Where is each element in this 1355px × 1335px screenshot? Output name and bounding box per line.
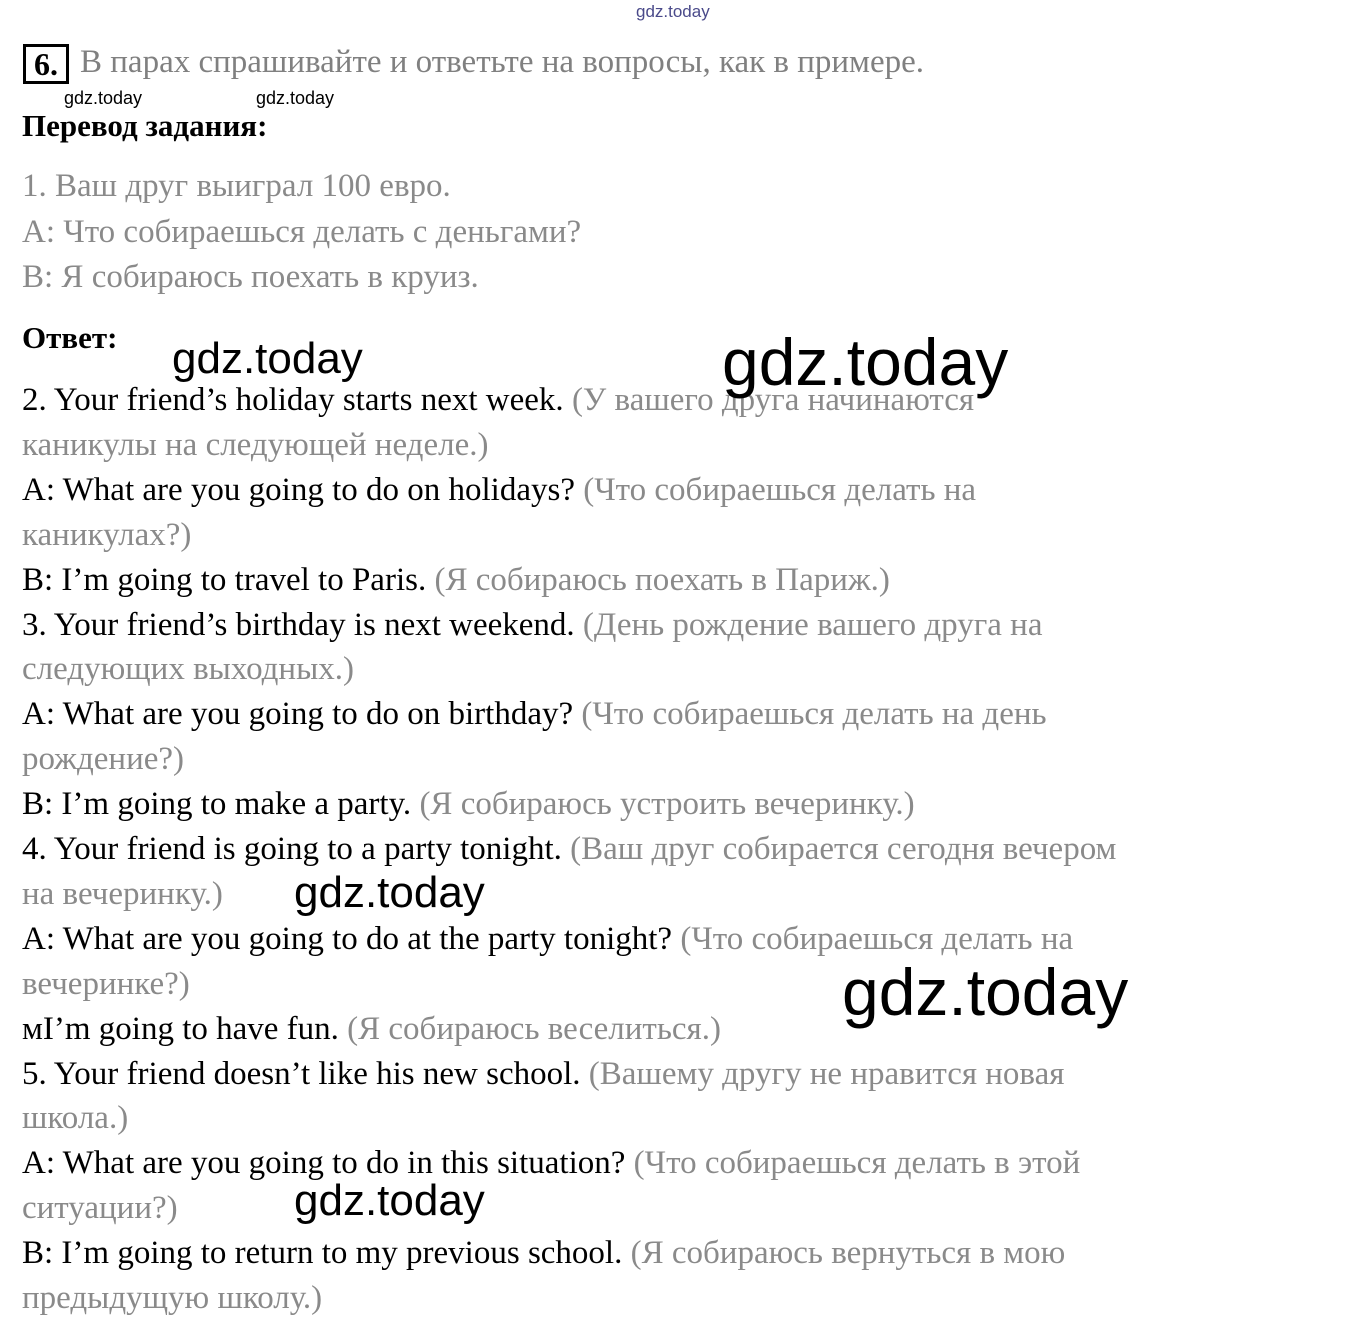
answer-russian-translation: (Я собираюсь вернуться в мою — [630, 1235, 1066, 1272]
answer-english-text: B: I’m going to return to my previous school. — [22, 1235, 631, 1272]
answer-russian-translation: (Что собираешься делать на — [680, 920, 1074, 957]
watermark-xlarge: gdz.today — [842, 955, 1129, 1029]
answer-line — [22, 1278, 322, 1318]
answer-line — [22, 649, 354, 689]
watermark-top: gdz.today — [636, 2, 710, 21]
answer-english-text: A: What are you going to do at the party tonight? — [22, 920, 681, 957]
answer-russian-translation: (Вашему другу не нравится новая — [588, 1055, 1065, 1092]
answer-line — [22, 784, 915, 824]
answer-english-text: 4. Your friend is going to a party tonight. — [22, 831, 571, 867]
answer-russian-translation: следующих выходных.) — [22, 651, 354, 688]
watermark-large: gdz.today — [172, 334, 363, 383]
answer-line — [22, 874, 223, 914]
answer-english-text: B: I’m going to travel to Paris. — [22, 561, 435, 598]
answer-english-text: 2. Your friend’s holiday starts next week. — [22, 382, 572, 418]
answer-russian-translation: предыдущую школу.) — [22, 1280, 323, 1316]
answer-english-text: 3. Your friend’s birthday is next weekend. — [22, 606, 583, 643]
answer-line — [22, 919, 1073, 959]
watermark-small: gdz.today — [256, 88, 335, 108]
answer-line — [22, 694, 1047, 734]
answer-line — [22, 425, 488, 465]
task-number: 6. — [23, 44, 69, 84]
answer-line — [22, 829, 1116, 869]
answer-line — [22, 1143, 1080, 1183]
watermark-large: gdz.today — [294, 1176, 485, 1225]
answer-line — [22, 1009, 721, 1049]
answer-english-text: A: What are you going to do on holidays? — [22, 471, 584, 508]
translation-line: А: Что собираешься делать с деньгами? — [22, 214, 582, 250]
answer-russian-translation: (Я собираюсь веселиться.) — [347, 1010, 721, 1047]
translation-heading: Перевод задания: — [22, 108, 268, 143]
answer-russian-translation: (Ваш друг собирается сегодня вечером — [570, 831, 1117, 867]
answer-russian-translation: (Что собираешься делать на — [583, 471, 977, 508]
answer-russian-translation: (День рождение вашего друга на — [582, 606, 1043, 643]
answer-line — [22, 605, 1042, 645]
translation-line: В: Я собираюсь поехать в круиз. — [22, 259, 479, 295]
answer-heading: Ответ: — [22, 320, 118, 355]
task-instruction: В парах спрашивайте и ответьте на вопросы, как в примере. — [80, 44, 924, 80]
answer-line — [22, 964, 190, 1004]
answer-line — [22, 515, 191, 555]
answer-english-text: B: I’m going to make a party. — [22, 786, 420, 823]
watermark-xlarge: gdz.today — [722, 325, 1009, 399]
translation-line: 1. Ваш друг выиграл 100 евро. — [22, 168, 451, 204]
answer-russian-translation: (У вашего друга начинаются — [571, 382, 975, 418]
answer-line — [22, 560, 890, 600]
answer-english-text: мI’m going to have fun. — [22, 1010, 348, 1047]
answer-line — [22, 470, 976, 510]
answer-russian-translation: рождение?) — [22, 741, 185, 778]
answer-english-text: A: What are you going to do on birthday? — [22, 696, 582, 733]
watermark-small: gdz.today — [64, 88, 143, 108]
answer-russian-translation: каникулы на следующей неделе.) — [22, 426, 489, 463]
answer-line — [22, 739, 184, 779]
answer-russian-translation: (Я собираюсь устроить вечеринку.) — [419, 786, 915, 823]
answer-russian-translation: вечеринке?) — [22, 965, 190, 1002]
answer-line — [22, 1233, 1065, 1273]
answer-russian-translation: каникулах?) — [22, 516, 192, 553]
answer-line — [22, 1188, 178, 1228]
answer-line — [22, 1098, 128, 1138]
answer-russian-translation: ситуации?) — [22, 1190, 178, 1227]
answer-russian-translation: (Я собираюсь поехать в Париж.) — [434, 561, 890, 598]
answer-russian-translation: школа.) — [22, 1100, 129, 1137]
answer-russian-translation: (Что собираешься делать на день — [581, 696, 1047, 733]
answer-russian-translation: (Что собираешься делать в этой — [633, 1145, 1081, 1182]
answer-english-text: 5. Your friend doesn’t like his new school. — [22, 1055, 589, 1092]
watermark-large: gdz.today — [294, 868, 485, 917]
answer-english-text: A: What are you going to do in this situation? — [22, 1145, 634, 1182]
answer-russian-translation: на вечеринку.) — [22, 875, 223, 912]
answer-line — [22, 1054, 1064, 1094]
